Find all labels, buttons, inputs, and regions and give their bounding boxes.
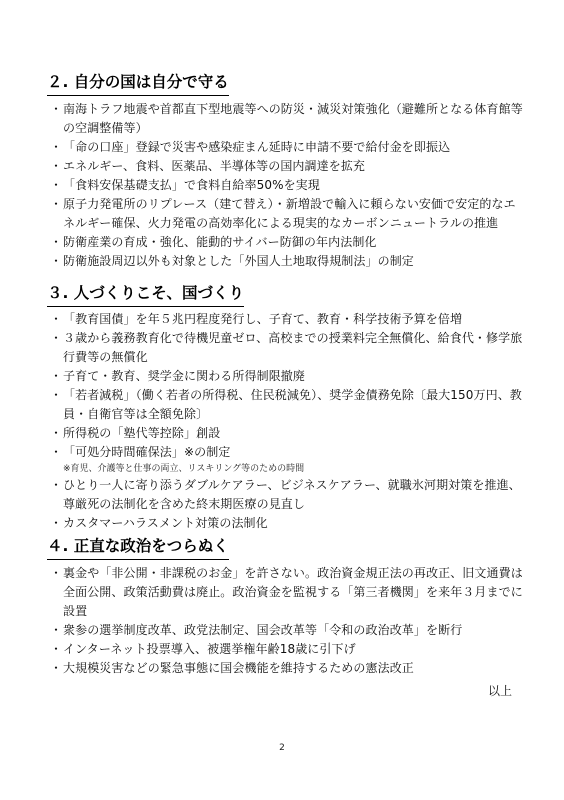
list-item: ・ 衆参の選挙制度改革、政党法制定、国会改革等「令和の政治改革」を断行 xyxy=(50,621,525,640)
section-4-title: 正直な政治をつらぬく xyxy=(73,537,229,555)
list-item: ・ 南海トラフ地震や首都直下型地震等への防災・減災対策強化（避難所となる体育館等の空調整備等） xyxy=(50,102,523,135)
bullet-icon: ・ xyxy=(50,312,63,326)
footnote: ※育児、介護等と仕事の両立、リスキリング等のための時間 xyxy=(63,464,305,474)
section-3-number: ３. xyxy=(47,284,69,302)
bullet-icon: ・ xyxy=(50,254,63,268)
list-item: ・ 裏金や「非公開・非課税のお金」を許さない。政治資金規正法の再改正、旧文通費は全面公開、政策活動費は廃止。政治資金を監視する「第三者機関」を来年３月までに設置 xyxy=(50,566,523,618)
bullet-icon: ・ xyxy=(50,178,63,192)
list-item: ・ 所得税の「塾代等控除」創設 xyxy=(50,424,525,443)
bullet-icon: ・ xyxy=(50,331,63,345)
list-item: ・ ひとり一人に寄り添うダブルケアラー、ビジネスケアラー、就職氷河期対策を推進、尊厳死の法制化を含めた終末期医療の見直し xyxy=(50,478,521,511)
section-3-title: 人づくりこそ、国づくり xyxy=(73,284,244,302)
list-item: ・ 大規模災害などの緊急事態に国会機能を維持するための憲法改正 xyxy=(50,659,525,678)
list-item: ・ 「命の口座」登録で災害や感染症まん延時に申請不要で給付金を即振込 xyxy=(50,138,525,157)
list-item: ・ 「若者減税」（働く若者の所得税、住民税減免）、奨学金債務免除〔最大150万円、教員・自衛官等は全額免除〕 xyxy=(50,388,522,421)
list-item: ・ カスタマーハラスメント対策の法制化 xyxy=(50,514,525,533)
bullet-icon: ・ xyxy=(50,445,63,459)
section-4-list xyxy=(50,564,525,678)
list-item: ・ 「食料安保基礎支払」で食料自給率50%を実現 xyxy=(50,176,525,195)
list-item: ・ インターネット投票導入、被選挙権年齢18歳に引下げ xyxy=(50,640,525,659)
section-3-heading xyxy=(47,283,244,307)
bullet-icon: ・ xyxy=(50,159,63,173)
list-item: ・ 子育て・教育、奨学金に関わる所得制限撤廃 xyxy=(50,367,525,386)
list-item: ・ 防衛産業の育成・強化、能動的サイバー防御の年内法制化 xyxy=(50,233,525,252)
bullet-icon: ・ xyxy=(50,102,63,116)
list-item: ・ ３歳から義務教育化で待機児童ゼロ、高校までの授業料完全無償化、給食代・修学旅行費等の無償化 xyxy=(50,331,523,364)
section-3-list xyxy=(50,310,525,533)
section-2-number: ２. xyxy=(47,73,69,91)
bullet-icon: ・ xyxy=(50,516,63,530)
list-item: ・ 原子力発電所のリプレース（建て替え）・新増設で輸入に頼らない安価で安定的なエネルギー確保、火力発電の高効率化による現実的なカーボンニュートラルの推進 xyxy=(50,197,516,230)
list-item: ・ 防衛施設周辺以外も対象とした「外国人土地取得規制法」の制定 xyxy=(50,252,525,271)
bullet-icon: ・ xyxy=(50,661,63,675)
bullet-icon: ・ xyxy=(50,369,63,383)
closing-text: 以上 xyxy=(487,684,512,698)
section-4-heading xyxy=(47,536,229,560)
bullet-icon: ・ xyxy=(50,388,63,402)
page-number: 2 xyxy=(279,743,285,753)
section-2-title: 自分の国は自分で守る xyxy=(73,73,229,91)
list-item: ・ エネルギー、食料、医薬品、半導体等の国内調達を拡充 xyxy=(50,157,525,176)
bullet-icon: ・ xyxy=(50,642,63,656)
list-item: ・ 「教育国債」を年５兆円程度発行し、子育て、教育・科学技術予算を倍増 xyxy=(50,310,525,329)
bullet-icon: ・ xyxy=(50,426,63,440)
bullet-icon: ・ xyxy=(50,623,63,637)
section-2-heading xyxy=(47,72,229,96)
section-2-list xyxy=(50,100,525,271)
bullet-icon: ・ xyxy=(50,140,63,154)
bullet-icon: ・ xyxy=(50,478,63,492)
section-4-number: ４. xyxy=(47,537,69,555)
bullet-icon: ・ xyxy=(50,235,63,249)
bullet-icon: ・ xyxy=(50,566,63,580)
list-item: ・ 「可処分時間確保法」※の制定 xyxy=(50,443,525,462)
bullet-icon: ・ xyxy=(50,197,63,211)
